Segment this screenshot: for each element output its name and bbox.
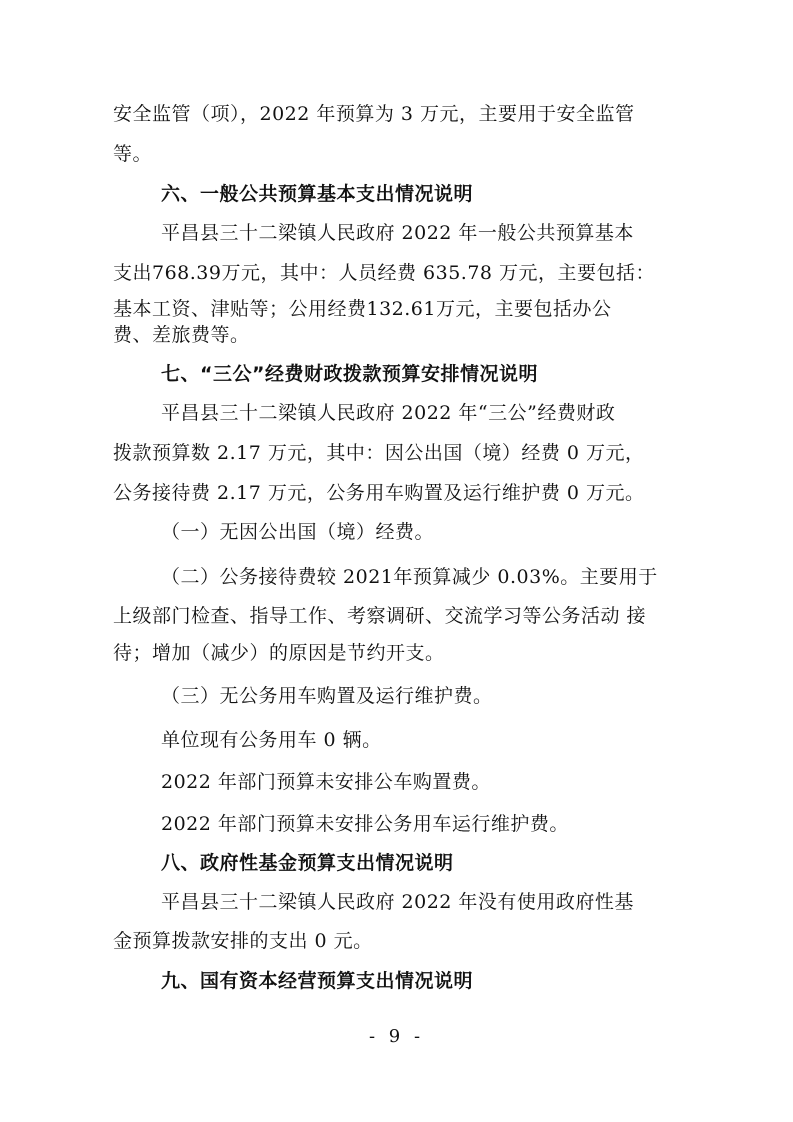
paragraph-line: 单位现有公务用车 0 辆。 [161, 729, 382, 751]
paragraph-line: 2022 年部门预算未安排公务用车运行维护费。 [161, 813, 569, 835]
section-heading: 九、国有资本经营预算支出情况说明 [161, 970, 474, 992]
paragraph-line: 平昌县三十二梁镇人民政府 2022 年没有使用政府性基 [161, 891, 634, 913]
page-number: - 9 - [368, 1026, 425, 1047]
section-heading: 七、“三公”经费财政拨款预算安排情况说明 [161, 363, 538, 385]
paragraph-line: 费、差旅费等。 [113, 324, 250, 346]
paragraph-line: 安全监管（项），2022 年预算为 3 万元，主要用于安全监管 [113, 103, 635, 125]
paragraph-line: （二）公务接待费较 2021年预算减少 0.03%。主要用于 [161, 566, 658, 588]
section-heading: 六、一般公共预算基本支出情况说明 [161, 183, 474, 205]
paragraph-line: 2022 年部门预算未安排公车购置费。 [161, 771, 491, 793]
paragraph-line: 平昌县三十二梁镇人民政府 2022 年“三公”经费财政 [161, 402, 616, 424]
paragraph-line: 基本工资、津贴等；公用经费132.61万元，主要包括办公 [113, 298, 612, 320]
paragraph-line: 平昌县三十二梁镇人民政府 2022 年一般公共预算基本 [161, 222, 634, 244]
section-heading: 八、政府性基金预算支出情况说明 [161, 852, 454, 874]
paragraph-line: 支出768.39万元，其中：人员经费 635.78 万元，主要包括： [113, 262, 656, 284]
paragraph-line: （一）无因公出国（境）经费。 [161, 521, 435, 543]
paragraph-line: 等。 [113, 143, 153, 165]
paragraph-line: 金预算拨款安排的支出 0 元。 [113, 930, 373, 952]
paragraph-line: 公务接待费 2.17 万元，公务用车购置及运行维护费 0 万元。 [113, 482, 645, 504]
paragraph-line: （三）无公务用车购置及运行维护费。 [161, 685, 493, 707]
paragraph-line: 拨款预算数 2.17 万元，其中：因公出国（境）经费 0 万元， [113, 442, 645, 464]
paragraph-line: 待；增加（减少）的原因是节约开支。 [113, 642, 445, 664]
paragraph-line: 上级部门检查、指导工作、考察调研、交流学习等公务活动 接 [113, 605, 647, 627]
